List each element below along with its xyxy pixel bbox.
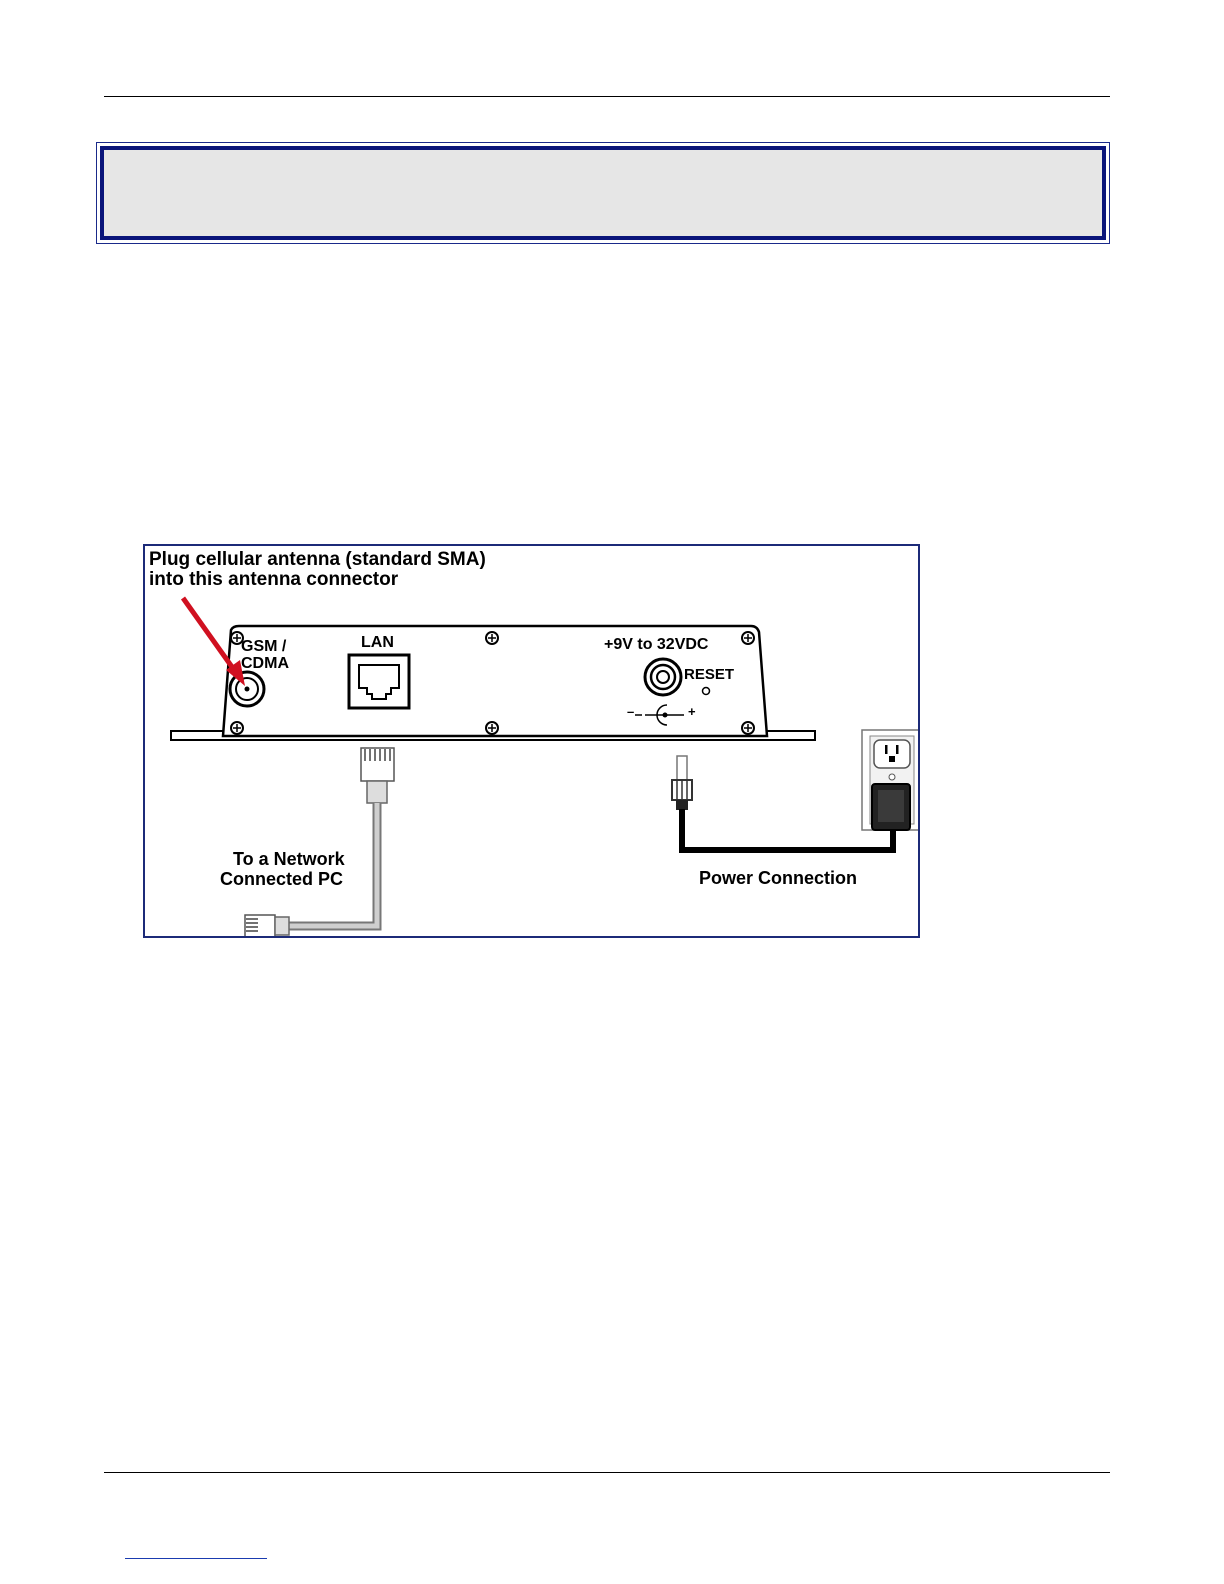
power-spec-label: +9V to 32VDC <box>604 636 709 653</box>
reset-hole-icon <box>703 688 710 695</box>
ethernet-plug-icon <box>245 915 289 937</box>
screw-icon <box>231 722 243 734</box>
polarity-plus-label: + <box>688 704 696 719</box>
gsm-port-label-line2: CDMA <box>241 655 289 672</box>
lan-port-label: LAN <box>361 634 394 651</box>
network-label-line2: Connected PC <box>220 869 344 889</box>
screw-icon <box>486 722 498 734</box>
gsm-port-label-line1: GSM / <box>241 638 287 655</box>
device-connection-figure <box>143 544 920 938</box>
power-connection-label: Power Connection <box>699 868 858 888</box>
section-title-box <box>96 142 1110 244</box>
power-jack-icon <box>645 659 681 695</box>
reset-label: RESET <box>684 666 735 683</box>
footer-link-underline <box>125 1558 267 1559</box>
screw-icon <box>742 632 754 644</box>
section-title-box-inner <box>100 146 1106 240</box>
dc-plug-icon <box>672 756 692 810</box>
power-adapter-icon <box>872 784 910 830</box>
screw-icon <box>742 722 754 734</box>
network-label-line1: To a Network <box>233 849 345 869</box>
lan-port-icon <box>349 655 409 708</box>
polarity-minus-label: – <box>627 704 635 719</box>
header-rule <box>104 96 1110 97</box>
footer-rule <box>104 1472 1110 1473</box>
screw-icon <box>486 632 498 644</box>
antenna-caption-line2: into this antenna connector <box>149 569 399 590</box>
ethernet-plug-icon <box>361 748 394 803</box>
antenna-caption-line1: Plug cellular antenna (standard SMA) <box>149 549 486 570</box>
